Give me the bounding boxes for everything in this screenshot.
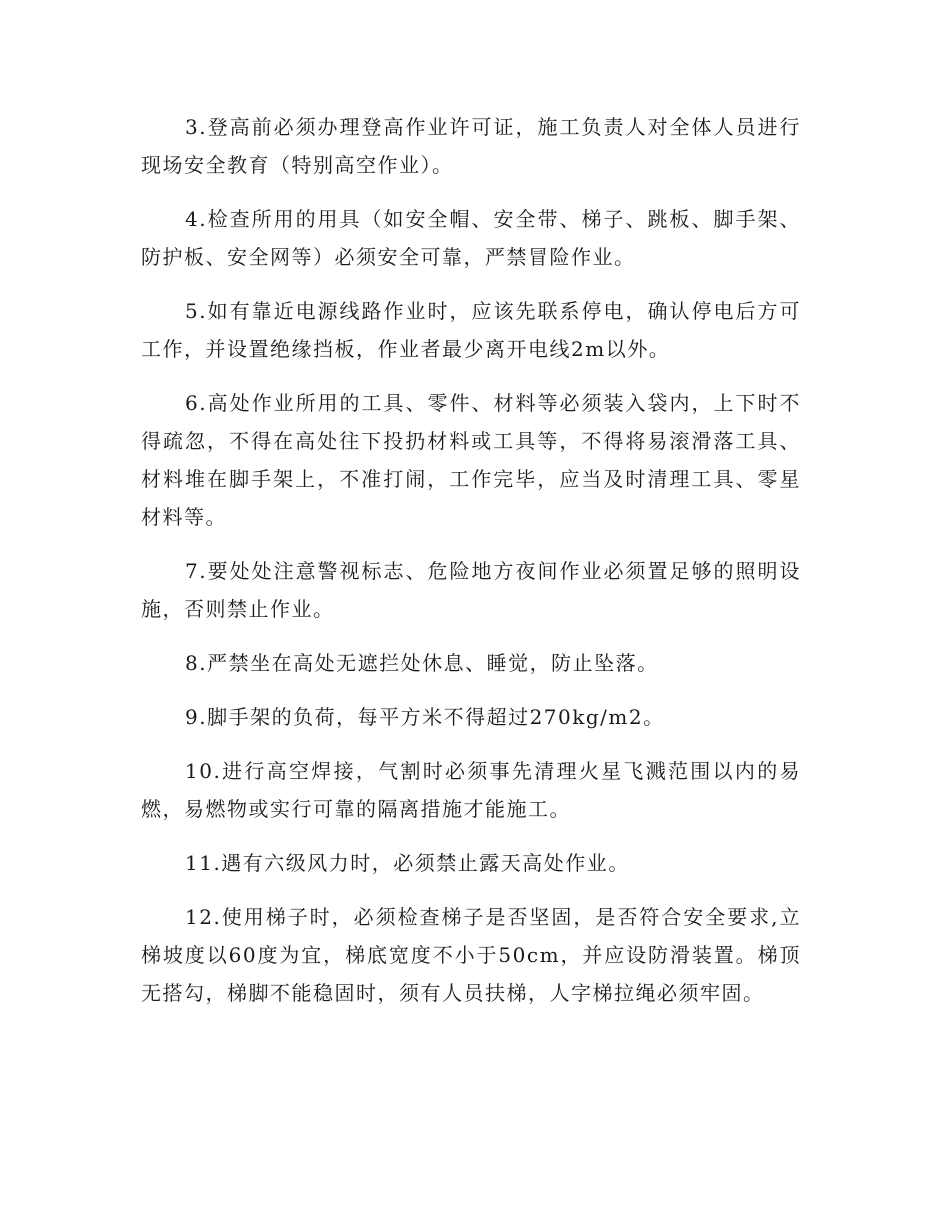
paragraph-item-10: 10.进行高空焊接，气割时必须事先清理火星飞溅范围以内的易燃，易燃物或实行可靠的隔离措施才能施工。 — [141, 759, 801, 821]
paragraph-item-7: 7.要处处注意警视标志、危险地方夜间作业必须置足够的照明设施，否则禁止作业。 — [141, 559, 801, 621]
paragraph-item-9: 9.脚手架的负荷，每平方米不得超过270kg/m2。 — [185, 705, 665, 729]
paragraph-item-6: 6.高处作业所用的工具、零件、材料等必须装入袋内，上下时不得疏忽，不得在高处往下投扔材料或工具等，不得将易滚滑落工具、材料堆在脚手架上，不准打闹，工作完毕，应当及时清理工具、零星材料等。 — [141, 391, 801, 529]
paragraph-item-5: 5.如有靠近电源线路作业时，应该先联系停电，确认停电后方可工作，并设置绝缘挡板，作业者最少离开电线2m以外。 — [141, 299, 801, 361]
paragraph-item-8: 8.严禁坐在高处无遮拦处休息、睡觉，防止坠落。 — [185, 651, 659, 675]
paragraph-item-11: 11.遇有六级风力时，必须禁止露天高处作业。 — [185, 851, 630, 875]
paragraph-item-12: 12.使用梯子时，必须检查梯子是否坚固，是否符合安全要求,立梯坡度以60度为宜，梯底宽度不小于50cm，并应设防滑装置。梯顶无搭勾，梯脚不能稳固时，须有人员扶梯，人字梯拉绳必须牢固。 — [141, 905, 801, 1005]
document-body — [141, 108, 801, 1028]
paragraph-item-4: 4.检查所用的用具（如安全帽、安全带、梯子、跳板、脚手架、防护板、安全网等）必须安全可靠，严禁冒险作业。 — [141, 207, 801, 269]
paragraph-item-3: 3.登高前必须办理登高作业许可证，施工负责人对全体人员进行现场安全教育（特别高空作业）。 — [141, 115, 801, 177]
